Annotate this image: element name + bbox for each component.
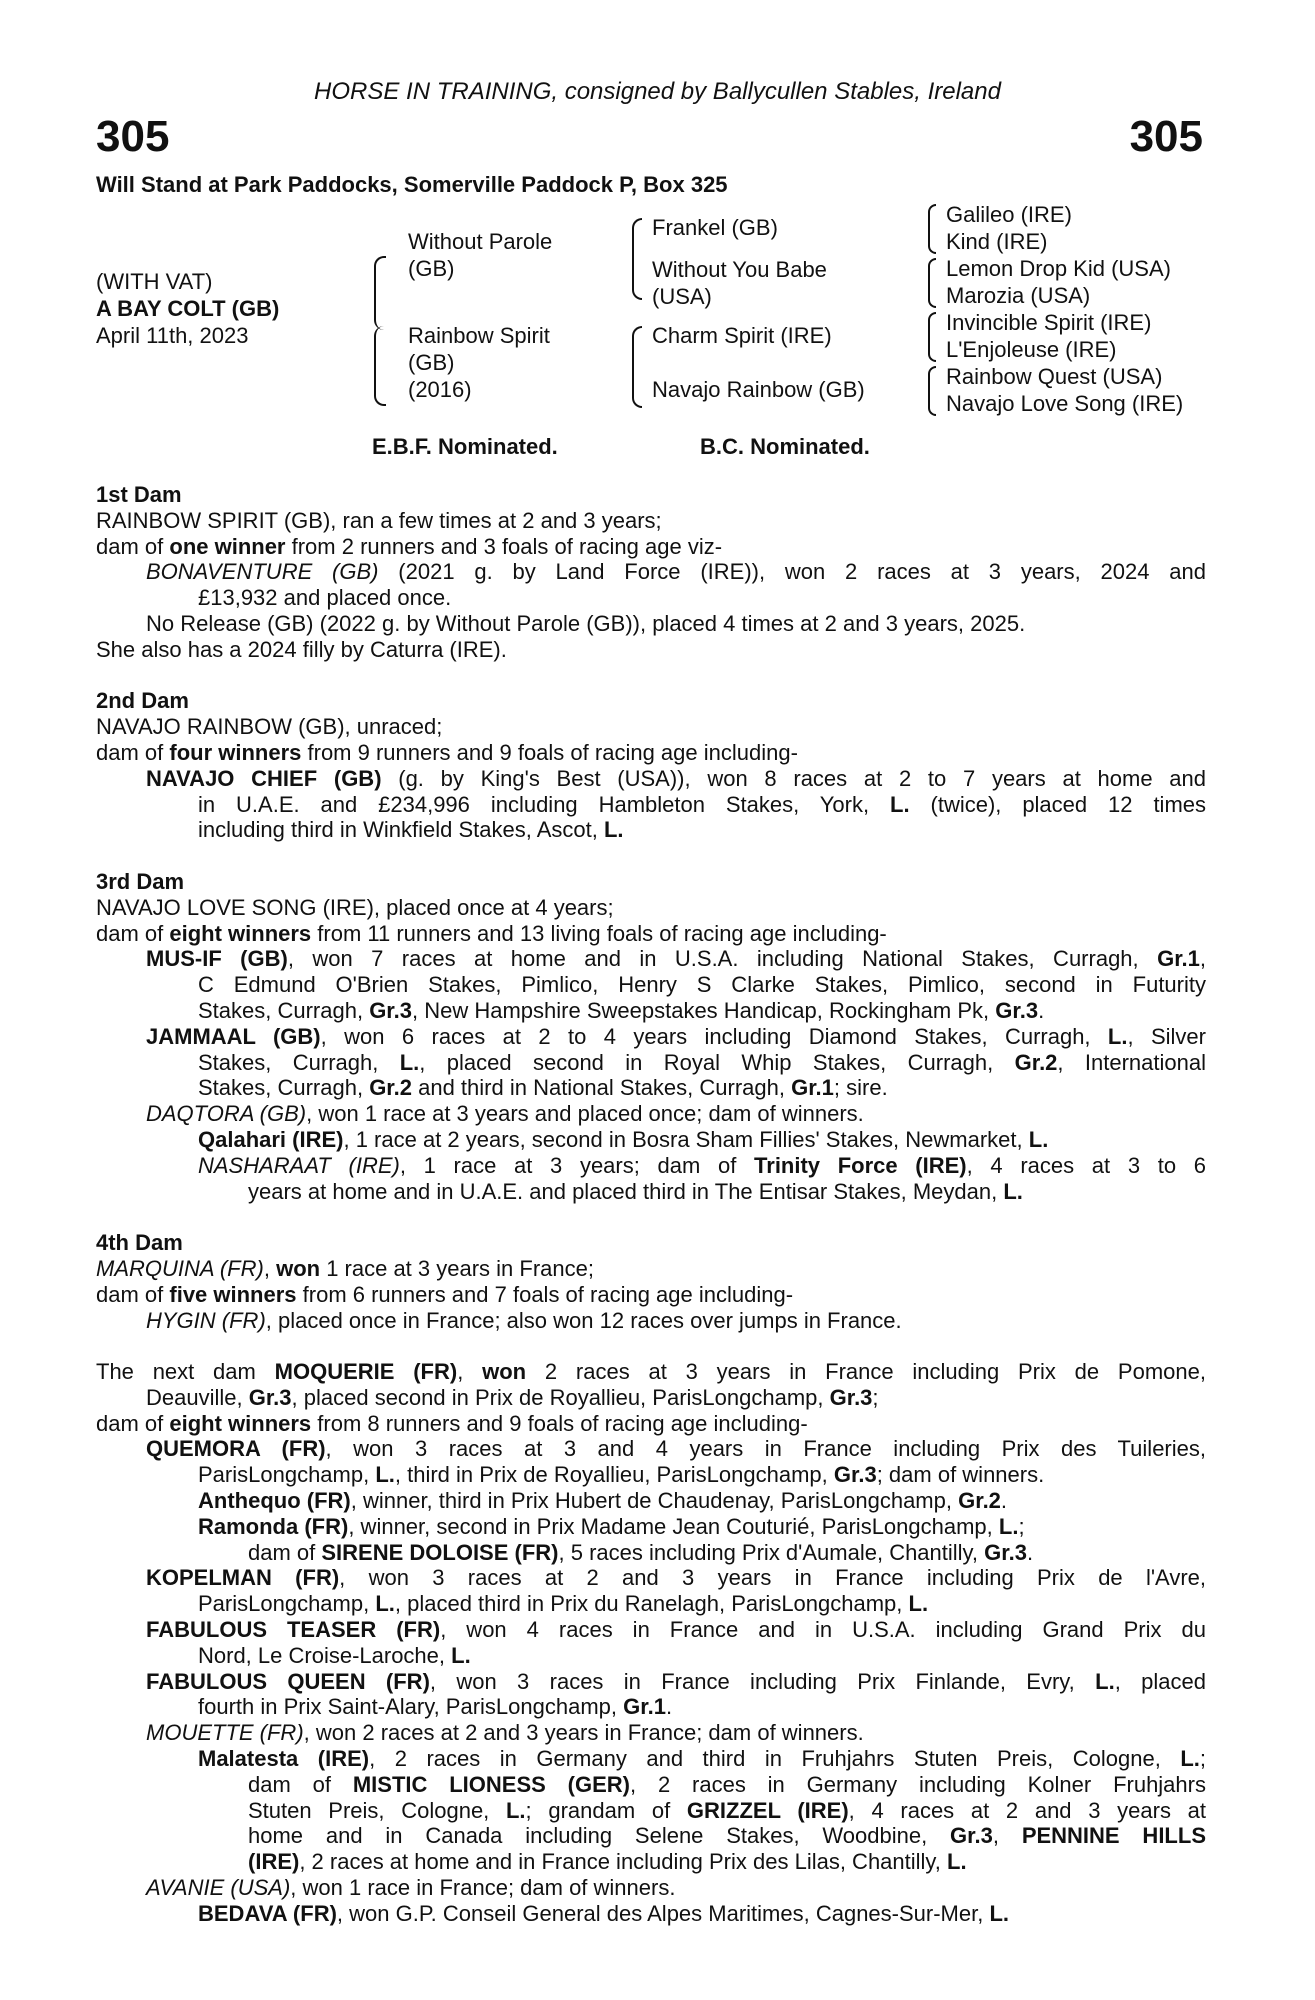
text-line: She also has a 2024 filly by Caturra (IRE).: [96, 636, 507, 662]
sire-name: Without Parole (GB): [408, 229, 553, 281]
text-line: NAVAJO CHIEF (GB) (g. by King's Best (USA)), won 8 races at 2 to 7 years at home and: [146, 765, 1206, 791]
text-line: Deauville, Gr.3, placed second in Prix de Royallieu, ParisLongchamp, Gr.3;: [146, 1384, 879, 1410]
next-dam-section: [96, 1359, 1206, 1927]
text-line: including third in Winkfield Stakes, Ascot, L.: [198, 817, 624, 843]
sire-brace: [374, 256, 386, 330]
consignor-header: HORSE IN TRAINING, consigned by Ballycullen Stables, Ireland: [314, 78, 1001, 105]
ggs-brace-1: [928, 204, 936, 254]
section-heading: 3rd Dam: [96, 868, 185, 894]
text-line: JAMMAAL (GB), won 6 races at 2 to 4 years including Diamond Stakes, Curragh, L., Silver: [146, 1023, 1206, 1049]
text-line: Stakes, Curragh, Gr.3, New Hampshire Sweepstakes Handicap, Rockingham Pk, Gr.3.: [198, 997, 1045, 1023]
text-line: dam of eight winners from 8 runners and 9 foals of racing age including-: [96, 1410, 808, 1436]
first-dam-section: [96, 482, 1206, 663]
third-dam-section: [96, 869, 1206, 1204]
text-line: NAVAJO RAINBOW (GB), unraced;: [96, 714, 443, 740]
text-line: dam of MISTIC LIONESS (GER), 2 races in Germany including Kolner Fruhjahrs: [248, 1771, 1206, 1797]
text-line: dam of SIRENE DOLOISE (FR), 5 races including Prix d'Aumale, Chantilly, Gr.3.: [248, 1539, 1034, 1565]
text-line: Stakes, Curragh, L., placed second in Royal Whip Stakes, Curragh, Gr.2, International: [198, 1049, 1206, 1075]
granddam-2: Navajo Rainbow (GB): [652, 377, 865, 402]
text-line: QUEMORA (FR), won 3 races at 3 and 4 years in France including Prix des Tuileries,: [146, 1436, 1206, 1462]
dam-line-brace: [632, 326, 642, 408]
text-line: Stakes, Curragh, Gr.2 and third in National Stakes, Curragh, Gr.1; sire.: [198, 1075, 888, 1101]
text-line: FABULOUS TEASER (FR), won 4 races in France and in U.S.A. including Grand Prix du: [146, 1617, 1206, 1643]
text-line: Stuten Preis, Cologne, L.; grandam of GRIZZEL (IRE), 4 races at 2 and 3 years at: [248, 1797, 1206, 1823]
grandsire-1: Frankel (GB): [652, 215, 778, 240]
vat-label: (WITH VAT): [96, 269, 213, 294]
text-line: Ramonda (FR), winner, second in Prix Madame Jean Couturié, ParisLongchamp, L.;: [198, 1513, 1025, 1539]
text-line: MOUETTE (FR), won 2 races at 2 and 3 years in France; dam of winners.: [146, 1720, 864, 1746]
granddam-1: Without You Babe (USA): [652, 257, 827, 309]
section-heading: 4th Dam: [96, 1230, 183, 1256]
text-line: dam of one winner from 2 runners and 3 foals of racing age viz-: [96, 533, 723, 559]
text-line: FABULOUS QUEEN (FR), won 3 races in France including Prix Finlande, Evry, L., placed: [146, 1668, 1206, 1694]
sire-line-brace: [632, 218, 642, 300]
text-line: KOPELMAN (FR), won 3 races at 2 and 3 years in France including Prix de l'Avre,: [146, 1565, 1206, 1591]
text-line: fourth in Prix Saint-Alary, ParisLongchamp, Gr.1.: [198, 1694, 673, 1720]
text-line: HYGIN (FR), placed once in France; also won 12 races over jumps in France.: [146, 1307, 902, 1333]
text-line: (IRE), 2 races at home and in France including Prix des Lilas, Chantilly, L.: [248, 1849, 967, 1875]
text-line: Anthequo (FR), winner, third in Prix Hubert de Chaudenay, ParisLongchamp, Gr.2.: [198, 1488, 1008, 1514]
text-line: Nord, Le Croise-Laroche, L.: [198, 1642, 471, 1668]
ggs-brace-3: [928, 312, 936, 362]
catalogue-body: [96, 482, 1206, 1927]
lot-number-right: 305: [1129, 112, 1203, 161]
text-line: dam of five winners from 6 runners and 7 foals of racing age including-: [96, 1281, 794, 1307]
ggs-2: Kind (IRE): [946, 229, 1048, 254]
text-line: BEDAVA (FR), won G.P. Conseil General des Alpes Maritimes, Cagnes-Sur-Mer, L.: [198, 1900, 1010, 1926]
ggs-4: Marozia (USA): [946, 283, 1091, 308]
ebf-nomination: E.B.F. Nominated.: [372, 434, 558, 459]
text-line: BONAVENTURE (GB) (2021 g. by Land Force (IRE)), won 2 races at 3 years, 2024 and: [146, 559, 1206, 585]
ggs-brace-4: [928, 366, 936, 416]
dam-brace: [374, 326, 386, 406]
text-line: NAVAJO LOVE SONG (IRE), placed once at 4 years;: [96, 894, 614, 920]
dam-name: Rainbow Spirit (GB) (2016): [408, 323, 550, 402]
bc-nomination: B.C. Nominated.: [700, 434, 870, 459]
ggs-6: L'Enjoleuse (IRE): [946, 337, 1117, 362]
text-line: MUS-IF (GB), won 7 races at home and in U.S.A. including National Stakes, Curragh, Gr.1,: [146, 946, 1207, 972]
grandsire-2: Charm Spirit (IRE): [652, 323, 832, 348]
text-line: Qalahari (IRE), 1 race at 2 years, second in Bosra Sham Fillies' Stakes, Newmarket, L.: [198, 1126, 1049, 1152]
horse-name: A BAY COLT (GB): [96, 296, 280, 321]
ggs-3: Lemon Drop Kid (USA): [946, 256, 1171, 281]
section-heading: 2nd Dam: [96, 688, 189, 714]
horse-dob: April 11th, 2023: [96, 323, 249, 348]
text-line: C Edmund O'Brien Stakes, Pimlico, Henry S Clarke Stakes, Pimlico, second in Futurity: [198, 972, 1206, 998]
text-line: AVANIE (USA), won 1 race in France; dam of winners.: [146, 1875, 676, 1901]
text-line: dam of eight winners from 11 runners and 13 living foals of racing age including-: [96, 920, 887, 946]
ggs-8: Navajo Love Song (IRE): [946, 391, 1184, 416]
text-line: ParisLongchamp, L., placed third in Prix du Ranelagh, ParisLongchamp, L.: [198, 1591, 929, 1617]
ggs-7: Rainbow Quest (USA): [946, 364, 1163, 389]
text-line: DAQTORA (GB), won 1 race at 3 years and placed once; dam of winners.: [146, 1101, 864, 1127]
text-line: RAINBOW SPIRIT (GB), ran a few times at 2 and 3 years;: [96, 507, 662, 533]
fourth-dam-section: [96, 1230, 1206, 1333]
text-line: Malatesta (IRE), 2 races in Germany and third in Fruhjahrs Stuten Preis, Cologne, L.;: [198, 1746, 1206, 1772]
ggs-5: Invincible Spirit (IRE): [946, 310, 1152, 335]
ggs-1: Galileo (IRE): [946, 202, 1072, 227]
stand-location: Will Stand at Park Paddocks, Somerville Paddock P, Box 325: [96, 172, 728, 197]
text-line: NASHARAAT (IRE), 1 race at 3 years; dam of Trinity Force (IRE), 4 races at 3 to 6: [198, 1152, 1206, 1178]
text-line: home and in Canada including Selene Stakes, Woodbine, Gr.3, PENNINE HILLS: [248, 1823, 1206, 1849]
text-line: dam of four winners from 9 runners and 9 foals of racing age including-: [96, 739, 798, 765]
text-line: No Release (GB) (2022 g. by Without Parole (GB)), placed 4 times at 2 and 3 years, 2025.: [146, 610, 1026, 636]
ggs-brace-2: [928, 258, 936, 308]
lot-number-left: 305: [96, 112, 170, 161]
text-line: ParisLongchamp, L., third in Prix de Royallieu, ParisLongchamp, Gr.3; dam of winners.: [198, 1462, 1045, 1488]
text-line: in U.A.E. and £234,996 including Hambleton Stakes, York, L. (twice), placed 12 times: [198, 791, 1207, 817]
text-line: MARQUINA (FR), won 1 race at 3 years in France;: [96, 1255, 594, 1281]
second-dam-section: [96, 688, 1206, 843]
text-line: The next dam MOQUERIE (FR), won 2 races at 3 years in France including Prix de Pomone,: [96, 1359, 1206, 1385]
text-line: £13,932 and placed once.: [198, 585, 452, 611]
section-heading: 1st Dam: [96, 482, 182, 507]
text-line: years at home and in U.A.E. and placed third in The Entisar Stakes, Meydan, L.: [248, 1178, 1023, 1204]
